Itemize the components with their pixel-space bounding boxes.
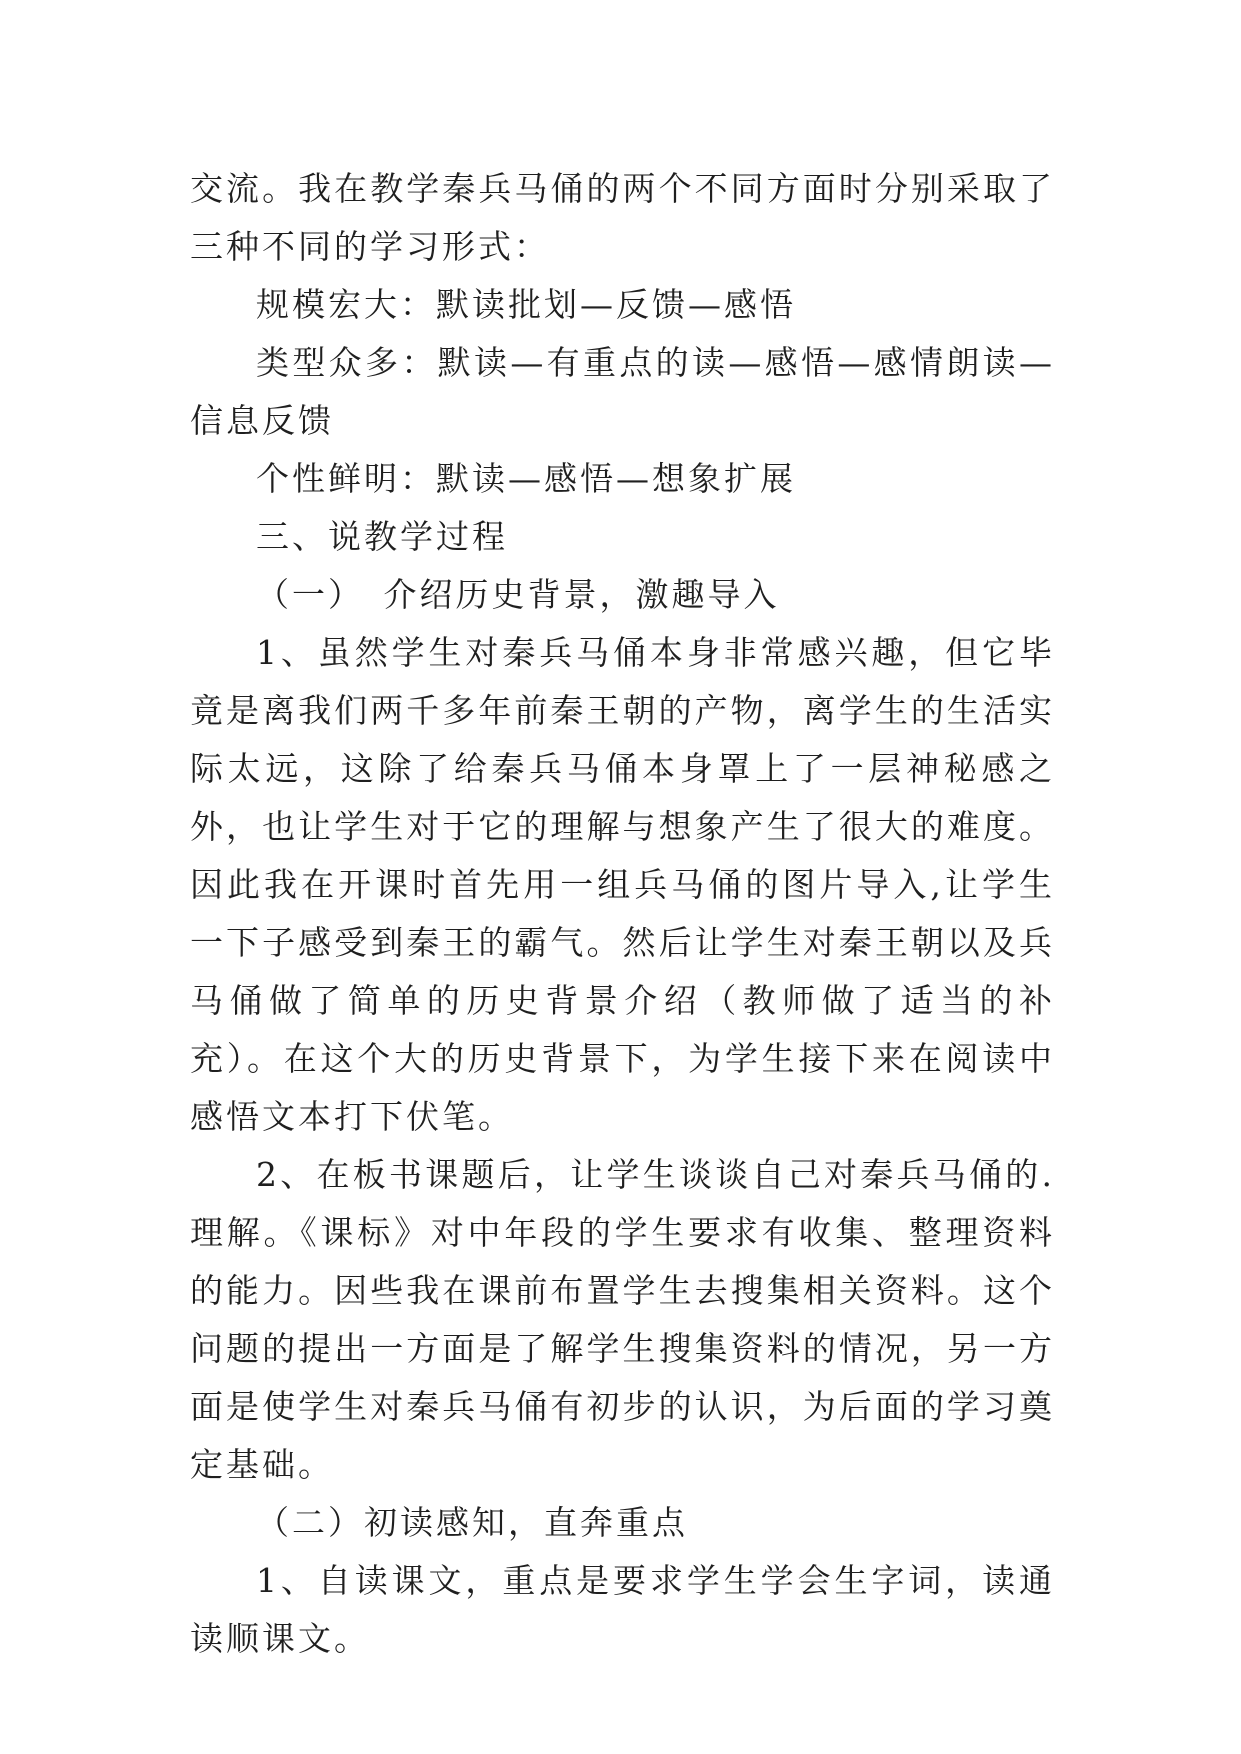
paragraph-point-2: 2、在板书课题后，让学生谈谈自己对秦兵马俑的.理解。《课标》对中年段的学生要求有收集、整理资料的能力。因些我在课前布置学生去搜集相关资料。这个问题的提出一方面是了解学生搜集资料的情况，另一方面是使学生对秦兵马俑有初步的认识，为后面的学习奠定基础。 [190,1155,1055,1484]
subheading-history-background: （一） 介绍历史背景，激趣导入 [256,575,780,614]
paragraph-personality: 个性鲜明：默读—感悟—想象扩展 [256,459,796,498]
paragraph-point-1: 1、虽然学生对秦兵马俑本身非常感兴趣，但它毕竟是离我们两千多年前秦王朝的产物，离学生的生活实际太远，这除了给秦兵马俑本身罩上了一层神秘感之外，也让学生对于它的理解与想象产生了很大的难度。因此我在开课时首先用一组兵马俑的图片导入,让学生一下子感受到秦王的霸气。然后让学生对秦王朝以及兵马俑做了简单的历史背景介绍（教师做了适当的补充）。在这个大的历史背景下，为学生接下来在阅读中感悟文本打下伏笔。 [190,633,1055,1136]
paragraph-types: 类型众多：默读—有重点的读—感悟—感情朗读—信息反馈 [190,343,1055,440]
document-body [190,160,1055,1668]
subheading-first-reading: （二）初读感知，直奔重点 [256,1503,688,1542]
paragraph-intro: 交流。我在教学秦兵马俑的两个不同方面时分别采取了三种不同的学习形式： [190,169,1055,266]
paragraph-self-reading: 1、自读课文，重点是要求学生学会生字词，读通读顺课文。 [190,1561,1055,1658]
section-heading-teaching-process: 三、说教学过程 [256,517,508,556]
paragraph-scale: 规模宏大：默读批划—反馈—感悟 [256,285,796,324]
